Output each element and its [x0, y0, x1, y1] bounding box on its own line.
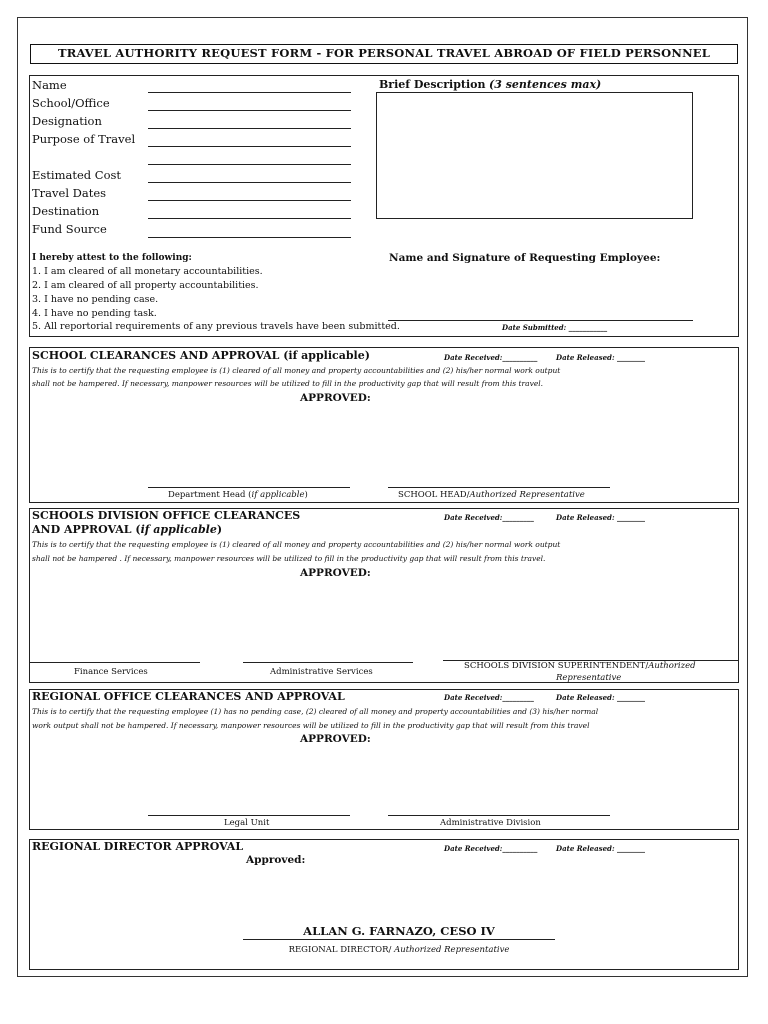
sds-caption-continued: Representative: [556, 673, 622, 683]
employee-signature-line[interactable]: [388, 320, 693, 321]
attest-item: 2. I am cleared of all property accountabilities.: [32, 280, 259, 291]
school-head-signature-line[interactable]: [388, 487, 610, 488]
division-approved-label: APPROVED:: [300, 567, 371, 579]
school-office-field[interactable]: [148, 110, 351, 111]
administrative-division-caption: Administrative Division: [440, 818, 541, 828]
date-submitted: Date Submitted: ___________: [502, 323, 608, 332]
director-approved-label: Approved:: [246, 854, 306, 866]
school-certification-line: shall not be hampered. If necessary, manpower resources will be utilized to fill in the productivity gap that will result from this travel.: [32, 379, 544, 388]
division-date-released: Date Released: ________: [556, 513, 645, 522]
director-name: ALLAN G. FARNAZO, CESO IV: [303, 924, 495, 938]
department-head-signature-line[interactable]: [148, 487, 350, 488]
school-approved-label: APPROVED:: [300, 392, 371, 404]
attest-item: 5. All reportorial requirements of any previous travels have been submitted.: [32, 321, 400, 332]
regional-heading: REGIONAL OFFICE CLEARANCES AND APPROVAL: [32, 690, 345, 703]
finance-services-caption: Finance Services: [74, 667, 148, 677]
name-label: Name: [32, 78, 67, 92]
school-office-label: School/Office: [32, 96, 110, 110]
school-certification-line: This is to certify that the requesting employee is (1) cleared of all money and property accountabilities and (2) his/her normal work output: [32, 366, 561, 375]
division-heading-line2: AND APPROVAL (if applicable): [32, 523, 223, 536]
brief-description-box[interactable]: [376, 92, 693, 219]
designation-label: Designation: [32, 114, 102, 128]
destination-field[interactable]: [148, 218, 351, 219]
purpose-label: Purpose of Travel: [32, 132, 136, 146]
director-date-released: Date Released: ________: [556, 844, 645, 853]
fund-source-field[interactable]: [148, 237, 351, 238]
signature-heading: Name and Signature of Requesting Employee:: [389, 252, 661, 264]
school-date-received: Date Received:__________: [444, 353, 538, 362]
division-certification-line: This is to certify that the requesting employee is (1) cleared of all money and property accountabilities and (2) his/her normal work output: [32, 540, 561, 549]
division-certification-line: shall not be hampered . If necessary, manpower resources will be utilized to fill in the productivity gap that will result from this travel.: [32, 554, 546, 563]
attest-item: 3. I have no pending case.: [32, 294, 159, 305]
regional-approved-label: APPROVED:: [300, 733, 371, 745]
travel-dates-field[interactable]: [148, 200, 351, 201]
purpose-field-2[interactable]: [148, 164, 351, 165]
administrative-services-caption: Administrative Services: [270, 667, 373, 677]
school-head-caption: SCHOOL HEAD/Authorized Representative: [398, 490, 585, 500]
regional-date-released: Date Released: ________: [556, 693, 645, 702]
school-heading: SCHOOL CLEARANCES AND APPROVAL (if applicable): [32, 349, 370, 362]
attest-item: 1. I am cleared of all monetary accountabilities.: [32, 266, 263, 277]
admin-division-signature-line[interactable]: [388, 815, 610, 816]
estimated-cost-field[interactable]: [148, 182, 351, 183]
attest-item: 4. I have no pending task.: [32, 308, 157, 319]
name-field[interactable]: [148, 92, 351, 93]
division-heading-line1: SCHOOLS DIVISION OFFICE CLEARANCES: [32, 509, 301, 522]
legal-unit-caption: Legal Unit: [224, 818, 270, 828]
admin-services-signature-line[interactable]: [243, 662, 413, 663]
travel-dates-label: Travel Dates: [32, 186, 107, 200]
brief-description-label: Brief Description (3 sentences max): [379, 78, 602, 91]
purpose-field-1[interactable]: [148, 146, 351, 147]
sds-caption: SCHOOLS DIVISION SUPERINTENDENT/Authorized: [464, 661, 696, 671]
destination-label: Destination: [32, 204, 100, 218]
finance-signature-line[interactable]: [30, 662, 200, 663]
attest-heading: I hereby attest to the following:: [32, 253, 192, 263]
estimated-cost-label: Estimated Cost: [32, 168, 122, 182]
school-date-released: Date Released: ________: [556, 353, 645, 362]
fund-source-label: Fund Source: [32, 222, 107, 236]
department-head-caption: Department Head (if applicable): [168, 490, 308, 500]
division-date-received: Date Received:_________: [444, 513, 534, 522]
form-title: TRAVEL AUTHORITY REQUEST FORM - FOR PERSONAL TRAVEL ABROAD OF FIELD PERSONNEL: [30, 44, 738, 64]
director-title: REGIONAL DIRECTOR/ Authorized Representative: [288, 945, 510, 955]
regional-certification-line: This is to certify that the requesting employee (1) has no pending case, (2) cleared of all money and property accountabilities and (3) his/her normal: [32, 707, 599, 716]
director-heading: REGIONAL DIRECTOR APPROVAL: [32, 840, 244, 853]
designation-field[interactable]: [148, 128, 351, 129]
director-signature-line[interactable]: [243, 939, 555, 940]
regional-certification-line: work output shall not be hampered. If necessary, manpower resources will be utilized to fill in the productivity gap that will result from this travel: [32, 721, 590, 730]
director-date-received: Date Received:__________: [444, 844, 538, 853]
regional-date-received: Date Received:_________: [444, 693, 534, 702]
legal-unit-signature-line[interactable]: [148, 815, 350, 816]
